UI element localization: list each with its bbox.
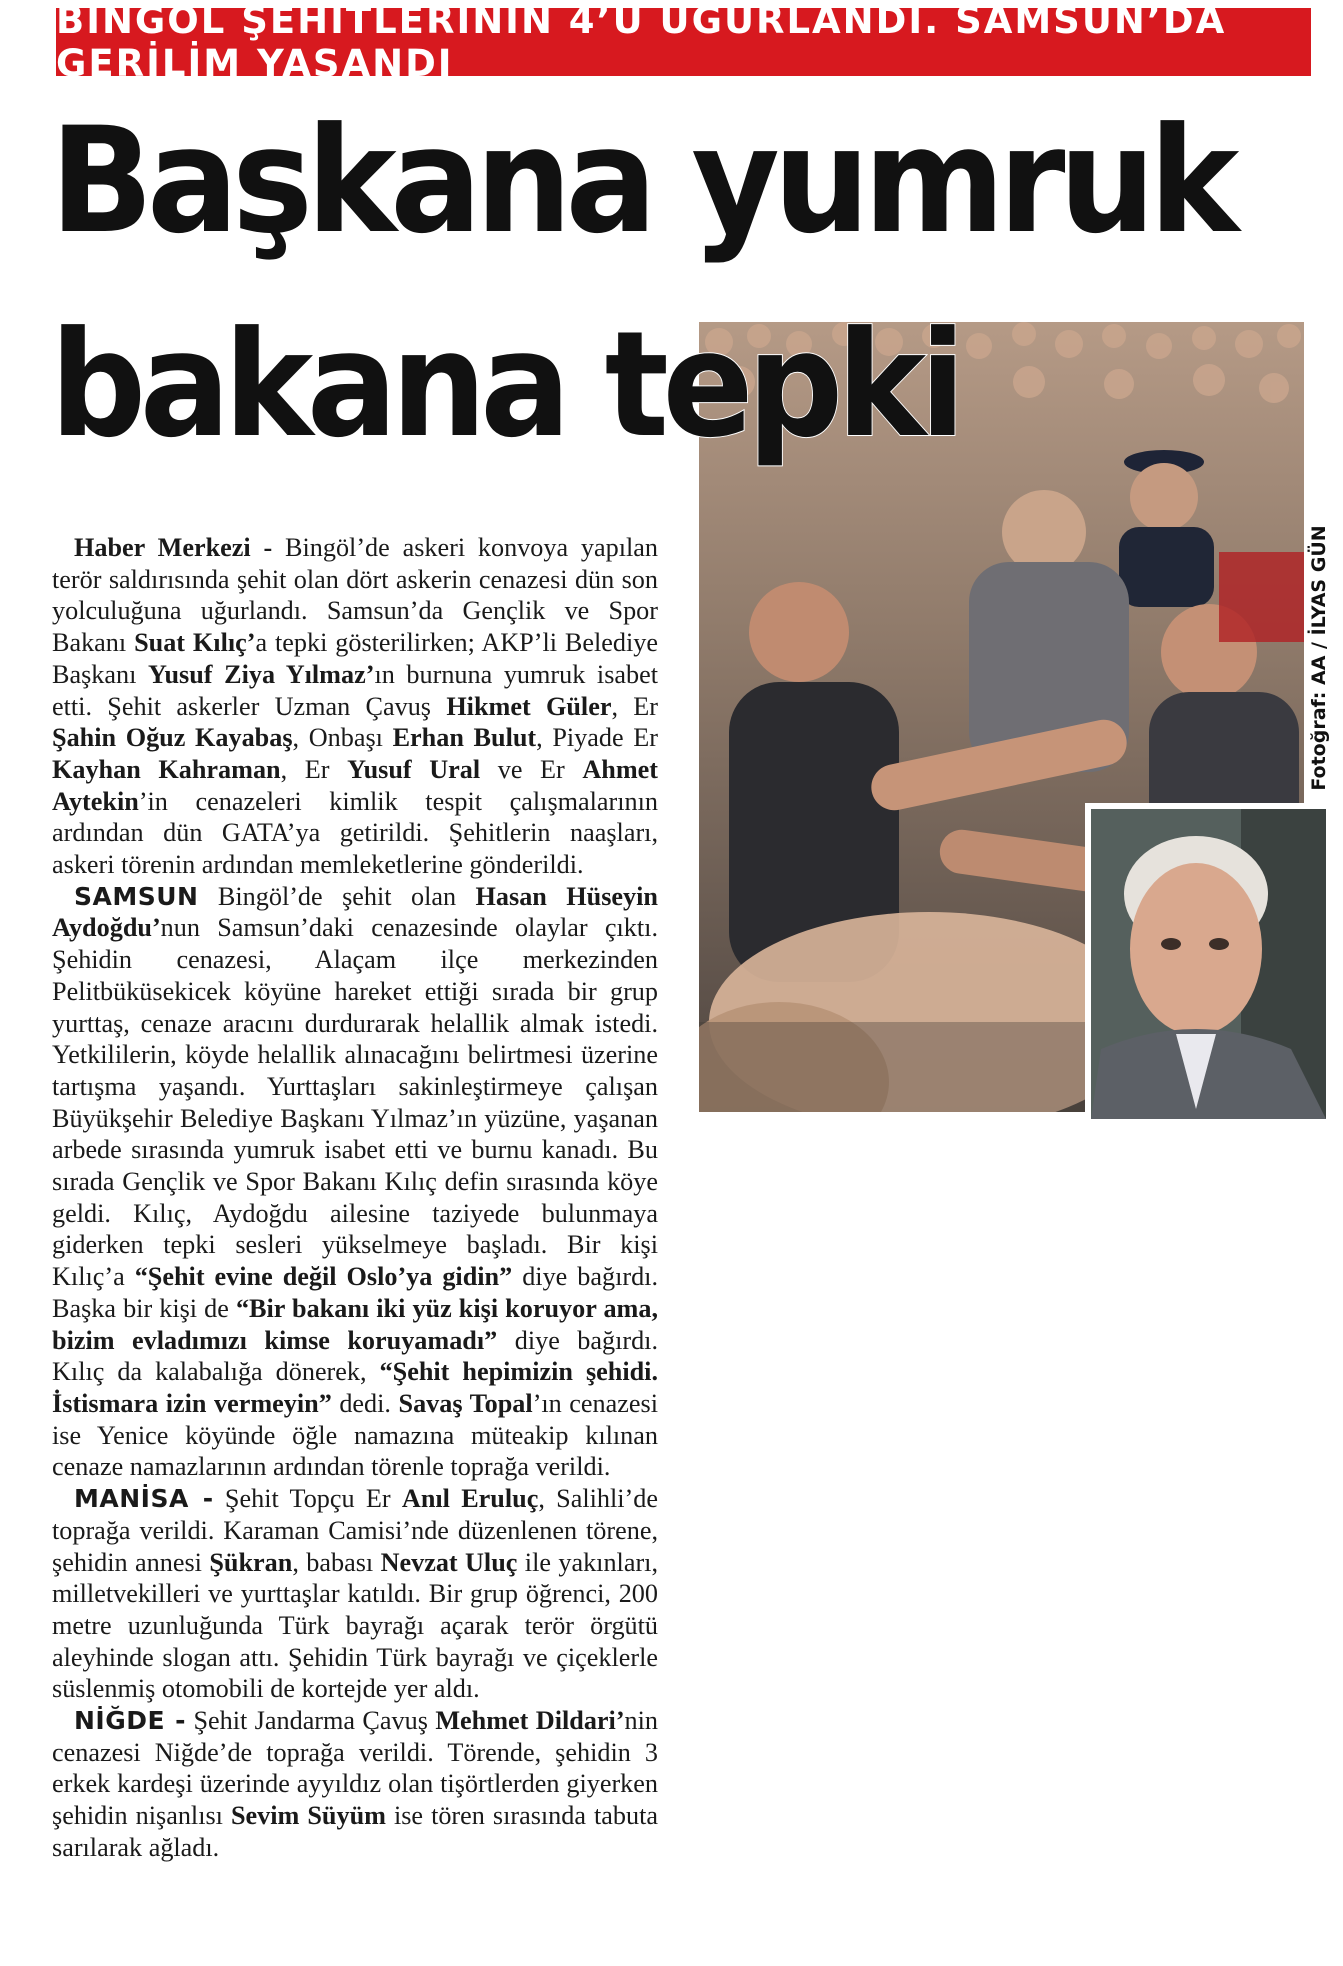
bold-run: Ahmet Aytekin (52, 754, 659, 816)
headline-line-1: Başkana yumruk (50, 96, 1233, 266)
text-run: nun Samsun’daki cenazesinde olaylar çıktı. Şehidin cenazesi, Alaçam ilçe merkezinden Pelitbüküsekicek köyüne hareket ettiği sırada bir grup yurttaş, cenaze aracını durdurarak helallik almak istedi. Yetkililerin, köyde helallik alınacağını belirtmesi üzerine tartışma yaşandı. Yurttaşları sakinleştirmeye çalışan Büyükşehir Belediye Başkanı Yılmaz’ın yüzüne, yaşanan arbede sırasında yumruk isabet etti ve burnu kanadı. Bu sırada Gençlik ve Spor Bakanı Kılıç defin sırasında köye geldi. Kılıç, Aydoğdu ailesine taziyede bulunmaya giderken tepki sesleri yükselmeye başladı. Bir kişi Kılıç’a (52, 913, 658, 1292)
headline-line-2-b: tepki (604, 300, 960, 470)
text-run: ile yakınları, milletvekilleri ve yurttaşlar katıldı. Bir grup öğrenci, 200 metre uzunluğunda Türk bayrağı açarak terör örgütü aleyhinde slogan attı. Şehidin Türk bayrağı ve çiçeklerle süslenmiş otomobili de kortejde yer aldı. (52, 1547, 658, 1704)
bold-run: Savaş Topal (398, 1388, 533, 1418)
bold-run: Yusuf Ziya Yılmaz’ (147, 659, 375, 689)
bold-run: Mehmet Dildari’ (435, 1706, 625, 1736)
bold-run: Haber Merkezi - (74, 533, 273, 562)
text-run: , babası (292, 1547, 381, 1577)
bold-run: “Şehit hepimizin şehidi. İstismara izin vermeyin” (52, 1357, 658, 1418)
text-run: Şehit Jandarma Çavuş (186, 1706, 436, 1736)
headline-line-2 (50, 300, 960, 470)
text-run: Bingöl’de askeri konvoya yapılan terör saldırısında şehit olan dört askerin cenazesi dün son yolculuğuna uğurlandı. Samsun’da Gençlik ve Spor Bakanı (52, 533, 658, 658)
text-run: , Piyade Er (536, 723, 658, 753)
text-run: ’in cenazeleri kimlik tespit çalışmalarının ardından dün GATA’ya getirildi. Şehitlerin naaşları, askeri törenin ardından memleketlerine gönderildi. (52, 786, 658, 880)
bold-run: Anıl Eruluç (401, 1484, 539, 1514)
bold-run: Hikmet Güler (446, 691, 612, 721)
bold-run: Nevzat Uluç (380, 1547, 518, 1577)
mayor-portrait-illustration (1091, 809, 1326, 1119)
text-run: ’ın cenazesi ise Yenice köyünde öğle namazına müteakip kılınan cenaze namazlarının ardından törenle toprağa verildi. (52, 1388, 658, 1482)
text-run: ın burnuna yumruk isabet etti. Şehit askerler Uzman Çavuş (52, 659, 658, 721)
text-run: dedi. (331, 1388, 399, 1418)
photo-credit (1302, 518, 1336, 798)
bold-run: Kayhan Kahraman (52, 754, 281, 784)
headline-line-2-a: bakana (50, 300, 605, 470)
article-paragraph-samsun (52, 881, 658, 1483)
text-run: , Onbaşı (292, 723, 393, 753)
section-banner: BİNGÖL ŞEHİTLERİNİN 4’Ü UĞURLANDI. SAMSUN’DA GERİLİM YAŞANDI (56, 8, 1311, 76)
text-run: ise tören sırasında tabuta sarılarak ağladı. (52, 1801, 658, 1862)
bold-run: Erhan Bulut (392, 723, 537, 753)
bold-run: “Bir bakanı iki yüz kişi koruyor ama, bizim evladımızı kimse koruyamadı” (52, 1293, 658, 1355)
text-run: , Salihli’de toprağa verildi. Karaman Camisi’nde düzenlenen törene, şehidin annesi (52, 1484, 658, 1577)
text-run: a tepki gösterilirken; AKP’li Belediye Başkanı (52, 628, 658, 689)
mayor-portrait-photo (1085, 803, 1326, 1119)
bold-run: Yusuf Ural (347, 754, 481, 784)
article-paragraph-intro (52, 532, 658, 881)
text-run: nin cenazesi Niğde’de toprağa verildi. Törende, şehidin 3 erkek kardeşi üzerinde ayyıldız olan tişörtlerden giyerken şehidin nişanlısı (52, 1706, 659, 1831)
article-paragraph-nigde (52, 1705, 658, 1864)
photo-credit-text: Fotoğraf: AA / İLYAS GÜN (1308, 525, 1330, 791)
dateline-location: MANİSA - (74, 1484, 214, 1514)
text-run: ve Er (480, 754, 583, 784)
bold-run: “Şehit evine değil Oslo’ya gidin” (134, 1262, 513, 1292)
article-paragraph-manisa (52, 1483, 658, 1705)
text-run: Şehit Topçu Er (213, 1484, 402, 1514)
text-run: diye bağırdı. Başka bir kişi de (52, 1262, 659, 1323)
bold-run: Hasan Hüseyin Aydoğdu’ (52, 881, 658, 943)
bold-run: Şahin Oğuz Kayabaş (52, 723, 293, 753)
text-run: , Er (280, 754, 348, 784)
bold-run: Şükran (209, 1547, 293, 1577)
bold-run: Sevim Süyüm (230, 1801, 386, 1831)
dateline-location: NİĞDE - (74, 1706, 187, 1736)
bold-run: Suat Kılıç’ (134, 628, 256, 658)
text-run: diye bağırdı. Kılıç da kalabalığa dönerek, (52, 1325, 659, 1387)
dateline-location: SAMSUN (74, 881, 199, 911)
text-run: , Er (611, 691, 659, 721)
article-body (52, 532, 658, 1864)
text-run: Bingöl’de şehit olan (198, 881, 476, 911)
